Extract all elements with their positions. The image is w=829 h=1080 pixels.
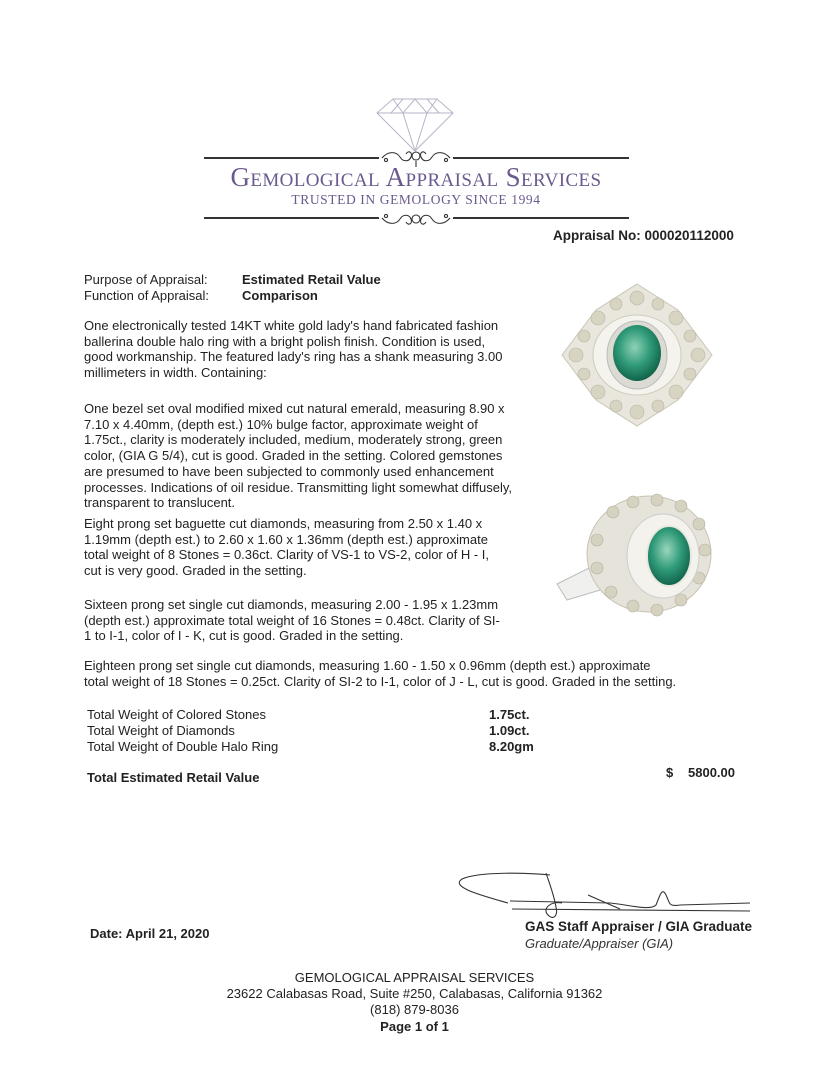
appraisal-date: Date: April 21, 2020	[90, 926, 210, 941]
footer-address: 23622 Calabasas Road, Suite #250, Calabasas, California 91362	[226, 986, 603, 1001]
emerald-ring-side-view-image	[553, 492, 718, 620]
footer-phone: (818) 879-8036	[370, 1002, 459, 1017]
weight-value: 1.09ct.	[489, 723, 530, 738]
brand-name: Gemological Appraisal Services	[230, 162, 602, 192]
weight-label: Total Weight of Diamonds	[87, 723, 235, 738]
diamond-icon	[375, 93, 455, 153]
amount: 5800.00	[688, 765, 735, 780]
appraiser-title: GAS Staff Appraiser / GIA Graduate	[525, 919, 753, 934]
sixteen-diamonds-description: Sixteen prong set single cut diamonds, measuring 2.00 - 1.95 x 1.23mm (depth est.) approximate total weight of 16 Stones = 0.48ct. Clarity of SI-1 to I-1, color of I - K, cut is good. Graded in the setting.	[84, 597, 500, 644]
header-rule	[453, 157, 629, 159]
flourish-ornament-icon	[378, 207, 454, 229]
weights-table	[87, 707, 747, 755]
function-row	[84, 288, 318, 303]
emerald-description: One bezel set oval modified mixed cut natural emerald, measuring 8.90 x 7.10 x 4.40mm, (depth est.) 10% bulge factor, approximate weight of 1.75ct., clarity is moderately included, medium, moderately strong, green color, (GIA G 5/4), cut is good. Graded in the setting. Colored gemstones are presumed to have been subjected to commonly used enhancement processes. Indications of oil residue. Transmitting light somewhat diffusely, transparent to translucent.	[84, 401, 513, 511]
weight-value: 8.20gm	[489, 739, 534, 754]
signature-icon	[450, 865, 760, 925]
weight-label: Total Weight of Double Halo Ring	[87, 739, 279, 754]
currency-symbol: $	[666, 765, 674, 780]
purpose-label: Purpose of Appraisal:	[84, 272, 208, 287]
eighteen-line-2: total weight of 18 Stones = 0.25ct. Clarity of SI-2 to I-1, color of J - L, cut is good. Graded in the setting.	[84, 673, 677, 689]
table-row	[87, 707, 747, 723]
page-number: Page 1 of 1	[380, 1019, 449, 1034]
header-rule	[204, 217, 379, 219]
emerald-ring-top-view-image	[558, 280, 716, 430]
function-value: Comparison	[242, 288, 318, 303]
purpose-value: Estimated Retail Value	[242, 272, 381, 287]
total-value-label: Total Estimated Retail Value	[87, 770, 260, 785]
table-row	[87, 723, 747, 739]
footer-company: GEMOLOGICAL APPRAISAL SERVICES	[294, 970, 535, 985]
eighteen-diamonds-description	[84, 658, 724, 689]
function-label: Function of Appraisal:	[84, 288, 210, 303]
brand-tagline: TRUSTED IN GEMOLOGY SINCE 1994	[291, 192, 541, 207]
purpose-row	[84, 272, 381, 287]
total-value-amount	[666, 765, 735, 780]
appraisal-number: Appraisal No: 000020112000	[553, 228, 734, 243]
eighteen-line-1: Eighteen prong set single cut diamonds, measuring 1.60 - 1.50 x 0.96mm (depth est.) approximate	[84, 658, 651, 673]
table-row	[87, 739, 747, 755]
baguette-diamonds-description: Eight prong set baguette cut diamonds, measuring from 2.50 x 1.40 x 1.19mm (depth est.) to 2.60 x 1.60 x 1.36mm (depth est.) approximate total weight of 8 Stones = 0.36ct. Clarity of VS-1 to VS-2, color of H - I, cut is very good. Graded in the setting.	[84, 516, 489, 579]
header-rule	[453, 217, 629, 219]
weight-label: Total Weight of Colored Stones	[87, 707, 266, 722]
weight-value: 1.75ct.	[489, 707, 530, 722]
ring-description: One electronically tested 14KT white gold lady's hand fabricated fashion ballerina double halo ring with a bright polish finish. Condition is used, good workmanship. The featured lady's ring has a shank measuring 3.00 millimeters in width. Containing:	[84, 318, 503, 381]
appraiser-subtitle: Graduate/Appraiser (GIA)	[525, 936, 674, 951]
header-rule	[204, 157, 379, 159]
